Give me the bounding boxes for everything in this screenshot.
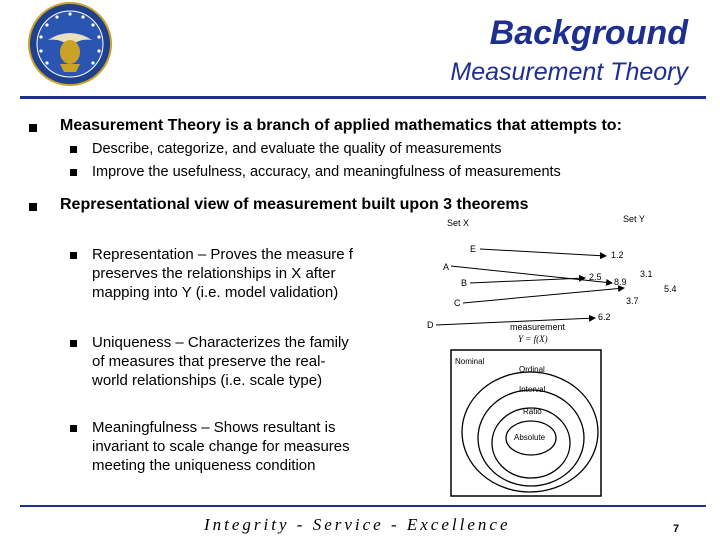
theorem-line: preserves the relationships in X after bbox=[92, 265, 336, 282]
scale-label: Ordinal bbox=[519, 365, 545, 374]
theorem-line: mapping into Y (i.e. model validation) bbox=[92, 284, 339, 301]
main-bullet-1: Measurement Theory is a branch of applied mathematics that attempts to: bbox=[60, 117, 622, 134]
set-y-label: Set Y bbox=[623, 214, 645, 224]
slide-subtitle: Measurement Theory bbox=[450, 58, 688, 86]
footer-motto: Integrity - Service - Excellence bbox=[204, 515, 511, 534]
mapping-arrow bbox=[470, 278, 585, 283]
scale-label: Interval bbox=[519, 385, 546, 394]
theorem-line: of measures that preserve the real- bbox=[92, 353, 326, 370]
main-bullet-2: Representational view of measurement built upon 3 theorems bbox=[60, 196, 529, 213]
measurement-label: measurement bbox=[510, 322, 566, 332]
theorem-line: Meaningfulness – Shows resultant is bbox=[92, 419, 336, 436]
theorem-line: Representation – Proves the measure f bbox=[92, 246, 353, 263]
theorem-line: world relationships (i.e. scale type) bbox=[92, 372, 323, 389]
theorem-line: invariant to scale change for measures bbox=[92, 438, 350, 455]
y-value: 3.7 bbox=[626, 296, 639, 306]
theorem-line: Uniqueness – Characterizes the family bbox=[92, 334, 349, 351]
scale-label: Ratio bbox=[523, 407, 542, 416]
x-element: C bbox=[454, 298, 461, 308]
sub-bullet-1: Describe, categorize, and evaluate the quality of measurements bbox=[92, 141, 502, 157]
set-x-label: Set X bbox=[447, 218, 470, 228]
y-value: 8.9 bbox=[614, 277, 627, 287]
mapping-arrow bbox=[480, 249, 606, 256]
ratio-scale-ring bbox=[492, 408, 570, 478]
theorem-line: meeting the uniqueness condition bbox=[92, 457, 316, 474]
y-value: 6.2 bbox=[598, 312, 611, 322]
mapping-arrow bbox=[463, 288, 624, 303]
measurement-formula: Y = f(X) bbox=[518, 334, 548, 344]
y-value: 3.1 bbox=[640, 269, 653, 279]
x-element: B bbox=[461, 278, 468, 288]
scale-label: Nominal bbox=[455, 357, 485, 366]
scale-label: Absolute bbox=[514, 433, 546, 442]
x-element: A bbox=[443, 262, 450, 272]
y-value: 5.4 bbox=[664, 284, 677, 294]
page-number: 7 bbox=[673, 523, 680, 535]
y-value: 2.5 bbox=[589, 272, 602, 282]
footer-divider bbox=[20, 505, 706, 507]
sub-bullet-2: Improve the usefulness, accuracy, and meaningfulness of measurements bbox=[92, 164, 561, 180]
slide-title: Background bbox=[489, 14, 688, 52]
x-element: E bbox=[470, 244, 477, 254]
y-value: 1.2 bbox=[611, 250, 624, 260]
x-element: D bbox=[427, 320, 434, 330]
